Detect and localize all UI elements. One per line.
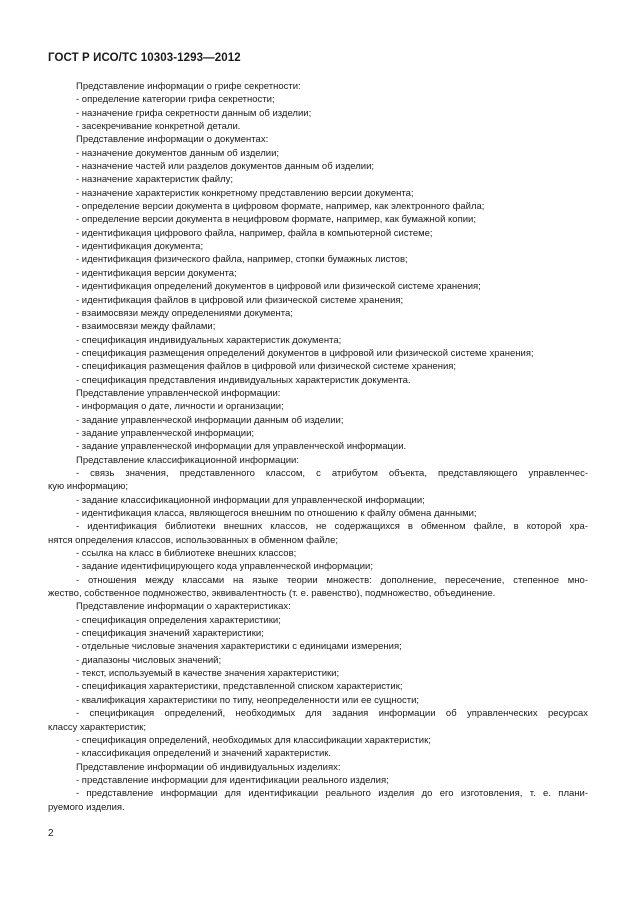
text-line: - идентификация документа;	[76, 241, 204, 253]
text-line: - спецификация размещения файлов в цифровой или физической системе хранения;	[76, 361, 457, 373]
text-line: - спецификация определения характеристики;	[76, 614, 281, 626]
text-line: - спецификация характеристики, представленной списком характеристик;	[76, 681, 403, 693]
text-line: нятся определения классов, использованных в обменном файле;	[48, 534, 339, 546]
text-line: - задание управленческой информации;	[76, 427, 255, 439]
text-line: - спецификация представления индивидуальных характеристик документа.	[76, 374, 411, 386]
text-line: - идентификация цифрового файла, например, файла в компьютерной системе;	[76, 227, 433, 239]
text-line: Представление управленческой информации:	[76, 387, 281, 399]
text-line: - текст, используемый в качестве значения характеристики;	[76, 668, 340, 680]
text-line: - идентификация версии документа;	[76, 267, 237, 279]
text-line: классу характеристик;	[48, 721, 147, 733]
text-line: жество, собственное подмножество, эквивалентность (т. е. равенство), подмножество, объединение.	[48, 588, 496, 600]
text-line: - назначение документов данным об изделии;	[76, 147, 280, 159]
text-line: - ссылка на класс в библиотеке внешних классов;	[76, 548, 297, 560]
text-line: - назначение характеристик файлу;	[76, 174, 234, 186]
text-line: Представление информации о характеристиках:	[76, 601, 291, 613]
text-line: - отношения между классами на языке теории множеств: дополнение, пересечение, степенное мно-	[76, 574, 588, 586]
text-line: - засекречивание конкретной детали.	[76, 121, 241, 133]
text-line: - взаимосвязи между определениями документа;	[76, 307, 293, 319]
text-line: - задание классификационной информации для управленческой информации;	[76, 494, 425, 506]
text-line: - идентификация библиотеки внешних классов, не содержащихся в обменном файле, в которой хра-	[76, 521, 588, 533]
text-line: - квалификация характеристики по типу, неопределенности или ее сущности;	[76, 694, 420, 706]
text-line: - идентификация физического файла, например, стопки бумажных листов;	[76, 254, 408, 266]
text-line: - классификация определений и значений характеристик.	[76, 748, 332, 760]
text-line: - связь значения, представленного классом, с атрибутом объекта, представляющего управленчес-	[76, 467, 588, 479]
text-line: Представление информации о грифе секретности:	[76, 81, 301, 92]
text-line: - задание управленческой информации для управленческой информации.	[76, 441, 407, 453]
text-line: - отдельные числовые значения характеристики с единицами измерения;	[76, 641, 402, 653]
text-line: - диапазоны числовых значений;	[76, 654, 222, 666]
text-line: Представление информации об индивидуальных изделиях:	[76, 761, 341, 773]
page-number: 2	[48, 828, 54, 839]
text-line: - задание управленческой информации данным об изделии;	[76, 414, 344, 426]
text-line: кую информацию;	[48, 481, 129, 493]
text-line: - спецификация значений характеристики;	[76, 628, 264, 640]
text-line: - спецификация определений, необходимых для задания информации об управленческих ресурсах	[76, 708, 588, 720]
text-line: - представление информации для идентификации реального изделия до его изготовления, т. е. плани-	[76, 788, 588, 800]
document-header: ГОСТ Р ИСО/ТС 10303-1293—2012	[48, 52, 241, 64]
text-line: - идентификация определений документов в цифровой или физической системе хранения;	[76, 281, 481, 293]
text-line: Представление классификационной информации:	[76, 454, 300, 466]
text-line: Представление информации о документах:	[76, 134, 269, 146]
text-line: - взаимосвязи между файлами;	[76, 321, 216, 333]
document-body	[48, 80, 588, 814]
text-line: - определение версии документа в цифровом формате, например, как электронного файла;	[76, 201, 485, 213]
text-line: - определение категории грифа секретности;	[76, 94, 275, 106]
text-line: - идентификация класса, являющегося внешним по отношению к файлу обмена данными;	[76, 508, 477, 519]
text-line: - определение версии документа в нецифровом формате, например, как бумажной копии;	[76, 214, 476, 226]
text-line: - назначение характеристик конкретному представлению версии документа;	[76, 187, 414, 199]
text-line: - назначение грифа секретности данным об изделии;	[76, 107, 312, 119]
text-line: - назначение частей или разделов документов данным об изделии;	[76, 161, 375, 173]
text-line: руемого изделия.	[48, 801, 125, 813]
text-line: - задание идентифицирующего кода управленческой информации;	[76, 561, 373, 573]
text-line: - спецификация размещения определений документов в цифровой или физической системе хранения;	[76, 347, 534, 359]
text-line: - представление информации для идентификации реального изделия;	[76, 774, 389, 786]
text-line: - идентификация файлов в цифровой или физической системе хранения;	[76, 294, 404, 306]
text-line: - информация о дате, личности и организации;	[76, 401, 284, 413]
text-line: - спецификация индивидуальных характеристик документа;	[76, 334, 342, 346]
text-line: - спецификация определений, необходимых для классификации характеристик;	[76, 734, 431, 746]
